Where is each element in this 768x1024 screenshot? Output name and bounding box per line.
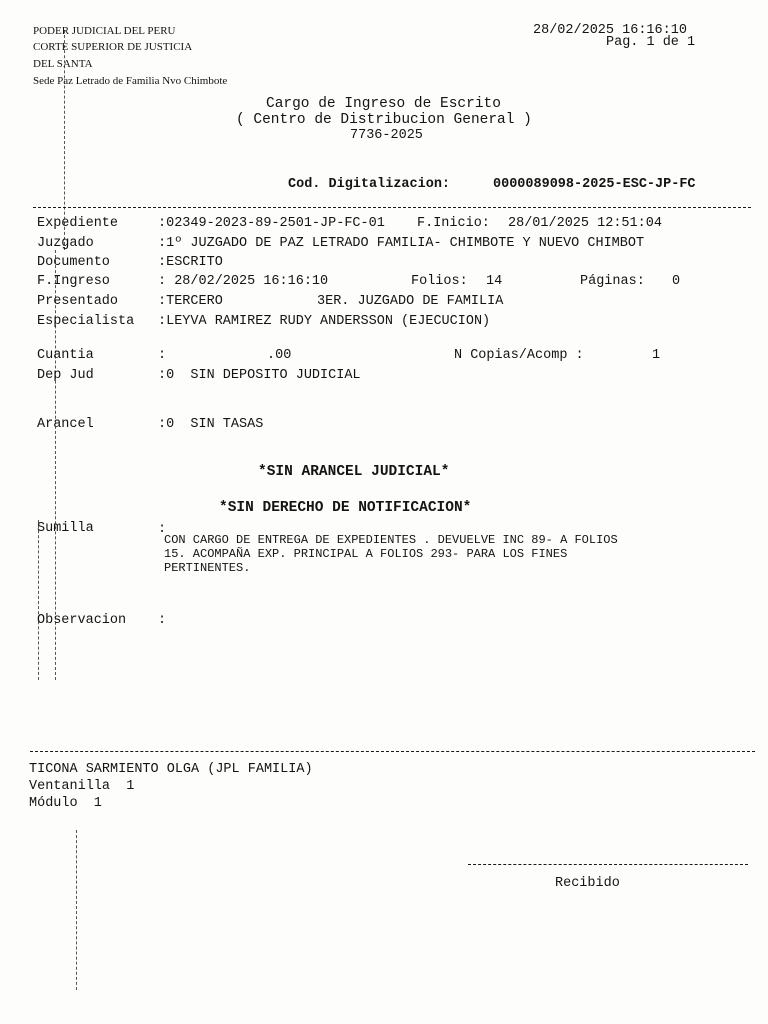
sumilla-line: PERTINENTES. [164, 561, 251, 575]
cuantia-label: Cuantia [37, 348, 94, 363]
juzgado-label: Juzgado [37, 236, 94, 251]
recibido-label: Recibido [555, 876, 620, 891]
n-copias-value: 1 [652, 348, 661, 363]
institution-line: PODER JUDICIAL DEL PERU [33, 25, 176, 37]
separator-line [33, 207, 751, 208]
f-ingreso-value: : 28/02/2025 16:16:10 [158, 274, 329, 289]
document-subtitle: ( Centro de Distribucion General ) [236, 112, 532, 128]
presentado-label: Presentado [37, 294, 119, 309]
separator-line [30, 751, 755, 752]
presentado-value: :TERCERO [158, 294, 223, 309]
f-inicio-value: 28/01/2025 12:51:04 [508, 216, 662, 231]
folios-label: Folios: [411, 274, 468, 289]
sin-derecho-notice: *SIN DERECHO DE NOTIFICACION* [219, 500, 472, 516]
expediente-label: Expediente [37, 216, 119, 231]
signature-line [468, 864, 748, 865]
scan-artifact-line [76, 830, 77, 990]
cod-digitalizacion-value: 0000089098-2025-ESC-JP-FC [493, 177, 696, 192]
institution-line: CORTE SUPERIOR DE JUSTICIA [33, 41, 193, 53]
paginas-value: 0 [672, 274, 681, 289]
folios-value: 14 [486, 274, 503, 289]
sumilla-colon: : [158, 522, 167, 537]
documento-value: :ESCRITO [158, 255, 223, 270]
documento-label: Documento [37, 255, 110, 270]
especialista-label: Especialista [37, 314, 135, 329]
cod-digitalizacion-label: Cod. Digitalizacion: [288, 177, 451, 192]
f-ingreso-label: F.Ingreso [37, 274, 110, 289]
document-number: 7736-2025 [350, 128, 423, 143]
f-inicio-label: F.Inicio: [417, 216, 490, 231]
dep-jud-label: Dep Jud [37, 368, 94, 383]
cuantia-value: .00 [267, 348, 292, 363]
page-number: Pag. 1 de 1 [606, 35, 696, 50]
especialista-value: :LEYVA RAMIREZ RUDY ANDERSSON (EJECUCION) [158, 314, 491, 329]
sumilla-line: 15. ACOMPAÑA EXP. PRINCIPAL A FOLIOS 293- PARA LOS FINES [164, 547, 568, 561]
scan-artifact-line [38, 520, 39, 680]
juzgado-value: :1º JUZGADO DE PAZ LETRADO FAMILIA- CHIMBOTE Y NUEVO CHIMBOT [158, 236, 645, 251]
n-copias-label: N Copias/Acomp : [454, 348, 584, 363]
ventanilla: Ventanilla 1 [29, 779, 135, 794]
operator-name: TICONA SARMIENTO OLGA (JPL FAMILIA) [29, 762, 313, 777]
arancel-label: Arancel [37, 417, 94, 432]
observacion-colon: : [158, 613, 167, 628]
cuantia-colon: : [158, 348, 167, 363]
presentado-extra: 3ER. JUZGADO DE FAMILIA [317, 294, 504, 309]
sin-arancel-notice: *SIN ARANCEL JUDICIAL* [258, 464, 450, 480]
institution-line: DEL SANTA [33, 58, 93, 70]
arancel-value: :0 SIN TASAS [158, 417, 264, 432]
sumilla-line: CON CARGO DE ENTREGA DE EXPEDIENTES . DEVUELVE INC 89- A FOLIOS [164, 533, 618, 547]
sumilla-label: Sumilla [37, 521, 94, 536]
modulo: Módulo 1 [29, 796, 102, 811]
document-title: Cargo de Ingreso de Escrito [266, 96, 501, 112]
sede-line: Sede Paz Letrado de Familia Nvo Chimbote [33, 75, 228, 87]
paginas-label: Páginas: [580, 274, 645, 289]
expediente-value: :02349-2023-89-2501-JP-FC-01 [158, 216, 385, 231]
print-datetime: 28/02/2025 16:16:10 [533, 23, 687, 38]
dep-jud-value: :0 SIN DEPOSITO JUDICIAL [158, 368, 361, 383]
observacion-label: Observacion [37, 613, 127, 628]
